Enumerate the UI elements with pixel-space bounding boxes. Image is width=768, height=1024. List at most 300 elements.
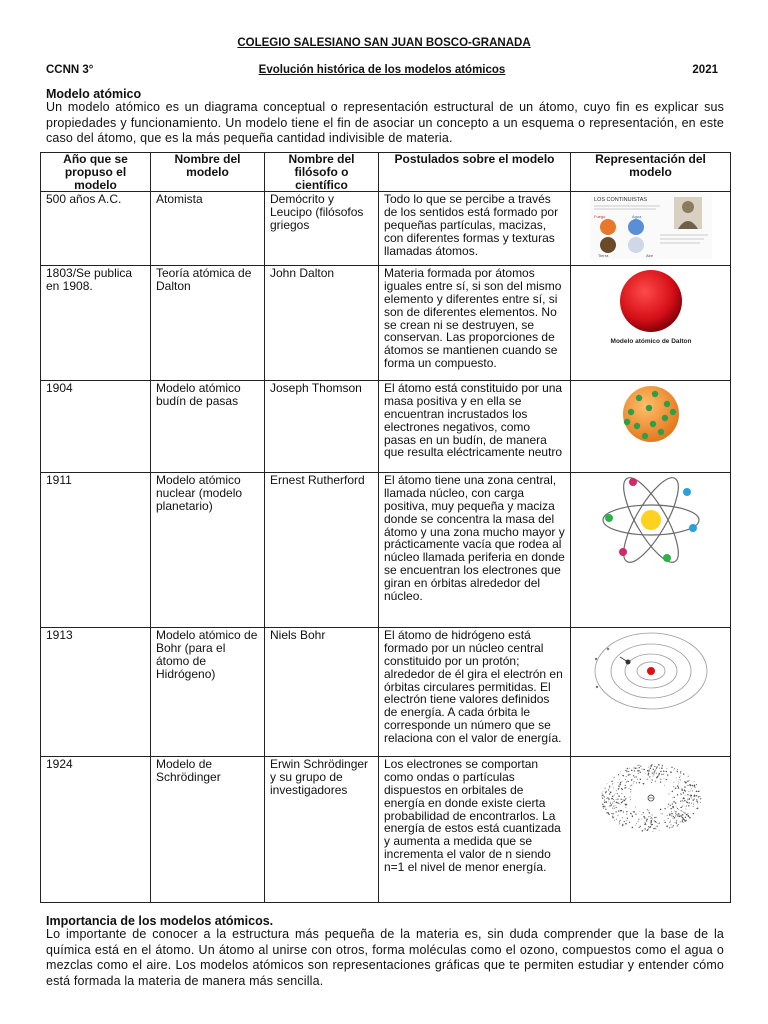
cloud-dot bbox=[617, 799, 618, 800]
cloud-dot bbox=[622, 812, 623, 813]
cloud-dot bbox=[664, 822, 665, 823]
cell-name: Modelo atómico budín de pasas bbox=[151, 381, 265, 473]
cloud-dot bbox=[696, 800, 697, 801]
cloud-dot bbox=[654, 771, 655, 772]
cloud-dot bbox=[614, 806, 615, 807]
cloud-dot bbox=[641, 830, 643, 832]
cloud-dot bbox=[650, 818, 651, 819]
cloud-dot bbox=[619, 820, 620, 821]
cloud-dot bbox=[650, 822, 652, 824]
cloud-dot bbox=[676, 770, 677, 771]
cloud-dot bbox=[611, 798, 612, 799]
cloud-dot bbox=[685, 813, 686, 814]
cloud-dot bbox=[655, 769, 656, 770]
cloud-dot bbox=[685, 806, 686, 807]
cloud-dot bbox=[677, 784, 678, 785]
cloud-dot bbox=[637, 771, 638, 772]
electron bbox=[683, 488, 691, 496]
cloud-dot bbox=[656, 822, 657, 823]
cloud-dot bbox=[611, 781, 612, 782]
cloud-dot bbox=[600, 796, 601, 797]
cloud-dot bbox=[653, 772, 654, 773]
cloud-dot bbox=[617, 816, 618, 817]
cloud-dot bbox=[660, 814, 661, 815]
cloud-dot bbox=[642, 813, 643, 814]
cloud-dot bbox=[687, 785, 688, 786]
cloud-dot bbox=[619, 804, 620, 805]
electron bbox=[605, 514, 613, 522]
cloud-dot bbox=[636, 823, 637, 824]
cloud-dot bbox=[681, 795, 682, 796]
cloud-dot bbox=[614, 820, 615, 821]
cloud-dot bbox=[687, 814, 688, 815]
col-header-representation: Representación del modelo bbox=[571, 153, 731, 192]
cloud-dot bbox=[612, 799, 613, 800]
bohr-model-image bbox=[588, 629, 714, 713]
cloud-dot bbox=[651, 824, 652, 825]
cloud-dot bbox=[605, 802, 606, 803]
cloud-dot bbox=[680, 780, 681, 781]
cloud-dot bbox=[644, 829, 645, 830]
cloud-dot bbox=[681, 821, 682, 822]
cell-representation bbox=[571, 757, 731, 903]
cloud-dot bbox=[661, 774, 662, 775]
cloud-dot bbox=[615, 794, 616, 795]
philosopher-bust bbox=[682, 201, 694, 213]
cloud-dot bbox=[629, 797, 630, 798]
cloud-dot bbox=[675, 788, 676, 789]
cloud-dot bbox=[690, 786, 691, 787]
cloud-dot bbox=[689, 818, 690, 819]
cloud-dot bbox=[617, 782, 618, 783]
cell-representation bbox=[571, 266, 731, 381]
cloud-dot bbox=[689, 795, 690, 796]
cloud-dot bbox=[638, 765, 639, 766]
earth-sphere bbox=[600, 237, 616, 253]
cloud-dot bbox=[699, 796, 700, 797]
cloud-dot bbox=[675, 822, 676, 823]
label-aire: Aire bbox=[645, 253, 653, 259]
cloud-dot bbox=[684, 781, 685, 782]
cloud-dot bbox=[683, 790, 684, 791]
continuistas-image bbox=[590, 193, 712, 259]
cloud-dot bbox=[630, 792, 631, 793]
cloud-dot bbox=[678, 787, 679, 788]
cloud-dot bbox=[623, 821, 624, 822]
cloud-dot bbox=[683, 774, 684, 775]
cloud-dot bbox=[680, 807, 681, 808]
cloud-dot bbox=[658, 765, 659, 766]
cloud-dot bbox=[680, 774, 681, 775]
cloud-dot bbox=[648, 811, 649, 812]
col-header-postulates: Postulados sobre el modelo bbox=[379, 153, 571, 192]
table-header-row bbox=[41, 153, 731, 192]
cloud-dot bbox=[676, 771, 677, 772]
cloud-dot bbox=[645, 821, 647, 823]
cloud-dot bbox=[615, 791, 616, 792]
cloud-dot bbox=[675, 816, 676, 817]
cloud-dot bbox=[689, 784, 690, 785]
cloud-dot bbox=[683, 819, 684, 820]
table-row bbox=[41, 192, 731, 266]
intro-title: Modelo atómico bbox=[46, 87, 142, 101]
cloud-dot bbox=[615, 807, 616, 808]
cloud-dot bbox=[607, 813, 608, 814]
cloud-dot bbox=[649, 826, 651, 828]
cloud-dot bbox=[663, 821, 664, 822]
electron bbox=[619, 548, 627, 556]
cloud-dot bbox=[619, 784, 620, 785]
cloud-dot bbox=[631, 816, 632, 817]
cloud-dot bbox=[626, 820, 627, 821]
cloud-dot bbox=[602, 792, 603, 793]
cloud-dot bbox=[625, 770, 626, 771]
cell-name: Modelo atómico de Bohr (para el átomo de Hidrógeno) bbox=[151, 628, 265, 757]
cloud-dot bbox=[621, 825, 622, 826]
cloud-dot bbox=[667, 775, 668, 776]
cloud-dot bbox=[687, 794, 688, 795]
cloud-dot bbox=[672, 825, 673, 826]
cloud-dot bbox=[656, 767, 657, 768]
cloud-dot bbox=[655, 768, 656, 769]
cloud-dot bbox=[612, 817, 613, 818]
cloud-dot bbox=[625, 808, 626, 809]
cloud-dot bbox=[619, 780, 620, 781]
document-title: Evolución histórica de los modelos atómicos bbox=[258, 64, 506, 76]
cloud-dot bbox=[673, 770, 674, 771]
water-sphere bbox=[628, 219, 644, 235]
cloud-dot bbox=[652, 769, 653, 770]
cloud-dot bbox=[619, 822, 620, 823]
cloud-dot bbox=[641, 769, 642, 770]
cell-author: Erwin Schrödinger y su grupo de investigadores bbox=[265, 757, 379, 903]
fire-sphere bbox=[600, 219, 616, 235]
cloud-dot bbox=[663, 778, 664, 779]
cloud-dot bbox=[671, 804, 672, 805]
dalton-caption: Modelo atómico de Dalton bbox=[610, 338, 691, 346]
cloud-dot bbox=[646, 810, 647, 811]
cloud-dot bbox=[653, 774, 654, 775]
cloud-dot bbox=[625, 804, 627, 806]
cloud-dot bbox=[661, 768, 662, 769]
cloud-dot bbox=[640, 766, 641, 767]
cloud-dot bbox=[624, 788, 625, 789]
cloud-dot bbox=[686, 802, 687, 803]
cloud-dot bbox=[649, 777, 650, 778]
cloud-dot bbox=[609, 806, 611, 808]
table-row bbox=[41, 757, 731, 903]
cloud-dot bbox=[682, 822, 683, 823]
cell-name: Modelo atómico nuclear (modelo planetario) bbox=[151, 473, 265, 628]
cloud-dot bbox=[648, 771, 649, 772]
table-row bbox=[41, 266, 731, 381]
cloud-dot bbox=[668, 804, 669, 805]
cloud-dot bbox=[626, 818, 627, 819]
cloud-dot bbox=[611, 813, 612, 814]
cloud-dot bbox=[681, 814, 683, 816]
cloud-dot bbox=[689, 798, 690, 799]
image-title: LOS CONTINUISTAS bbox=[593, 197, 647, 204]
cloud-dot bbox=[681, 789, 682, 790]
cloud-dot bbox=[672, 807, 673, 808]
cloud-dot bbox=[682, 818, 683, 819]
cloud-dot bbox=[650, 765, 651, 766]
cloud-dot bbox=[646, 819, 648, 821]
cloud-dot bbox=[647, 773, 649, 775]
cloud-dot bbox=[620, 799, 621, 800]
cloud-dot bbox=[670, 808, 671, 809]
cell-postulate: Materia formada por átomos iguales entre sí, si son del mismo elemento y diferentes entre sí, si son de diferentes elementos. No se crean ni se destruyen, se conservan. Las proporciones de átomos se mantienen cuando se forma un compuesto. bbox=[379, 266, 571, 381]
cloud-dot bbox=[674, 811, 675, 812]
cloud-dot bbox=[617, 789, 618, 790]
cloud-dot bbox=[631, 827, 633, 829]
cloud-dot bbox=[654, 829, 655, 830]
cloud-dot bbox=[653, 773, 654, 774]
proton bbox=[647, 667, 655, 675]
cloud-dot bbox=[666, 815, 667, 816]
cloud-dot bbox=[662, 771, 664, 773]
cloud-dot bbox=[630, 800, 631, 801]
cloud-dot bbox=[686, 801, 687, 802]
cloud-dot bbox=[639, 779, 640, 780]
electron bbox=[663, 554, 671, 562]
cloud-dot bbox=[662, 765, 663, 766]
cell-representation bbox=[571, 192, 731, 266]
cloud-dot bbox=[613, 801, 614, 802]
cloud-dot bbox=[667, 807, 668, 808]
cloud-dot bbox=[695, 785, 696, 786]
year-label: 2021 bbox=[692, 64, 718, 76]
cloud-dot bbox=[651, 782, 652, 783]
cell-representation bbox=[571, 628, 731, 757]
electron-cloud-image bbox=[596, 758, 706, 838]
cloud-dot bbox=[680, 801, 681, 802]
cloud-dot bbox=[627, 775, 629, 777]
cloud-dot bbox=[623, 797, 624, 798]
cloud-dot bbox=[621, 794, 622, 795]
cloud-dot bbox=[646, 830, 647, 831]
cloud-dot bbox=[688, 806, 689, 807]
cloud-dot bbox=[680, 772, 681, 773]
intro-paragraph: Un modelo atómico es un diagrama conceptual o representación estructural de un átomo, cuyo fin es explicar sus propiedades y funcionamiento. Un modelo tiene el fin de asociar un concepto a un esquema o representación, en este caso del átomo, que es la más pequeña cantidad indivisible de materia. bbox=[46, 100, 724, 145]
cloud-dot bbox=[612, 814, 613, 815]
cloud-dot bbox=[674, 768, 675, 769]
cloud-dot bbox=[655, 829, 656, 830]
cloud-dot bbox=[696, 808, 698, 810]
cloud-dot bbox=[634, 825, 635, 826]
cloud-dot bbox=[672, 816, 673, 817]
cloud-dot bbox=[653, 821, 654, 822]
cell-year: 1911 bbox=[41, 473, 151, 628]
cloud-dot bbox=[613, 795, 614, 796]
cloud-dot bbox=[612, 784, 613, 785]
cloud-dot bbox=[601, 793, 602, 794]
cloud-dot bbox=[673, 787, 674, 788]
cloud-dot bbox=[697, 797, 698, 798]
cloud-dot bbox=[671, 767, 672, 768]
cloud-dot bbox=[643, 816, 645, 818]
cloud-dot bbox=[678, 777, 679, 778]
cell-representation bbox=[571, 473, 731, 628]
cloud-dot bbox=[675, 811, 676, 812]
cloud-dot bbox=[672, 818, 673, 819]
cloud-dot bbox=[638, 827, 639, 828]
label-tierra: Tierra bbox=[597, 253, 608, 259]
plum-pudding-image bbox=[611, 382, 691, 446]
cloud-dot bbox=[641, 814, 642, 815]
cloud-dot bbox=[617, 811, 618, 812]
cloud-dot bbox=[694, 787, 695, 788]
cloud-dot bbox=[664, 823, 665, 824]
cloud-dot bbox=[639, 772, 640, 773]
cell-name: Atomista bbox=[151, 192, 265, 266]
cell-year: 1913 bbox=[41, 628, 151, 757]
cloud-dot bbox=[613, 806, 614, 807]
cloud-dot bbox=[607, 797, 608, 798]
cloud-dot bbox=[660, 771, 661, 772]
cloud-dot bbox=[638, 782, 640, 784]
cloud-dot bbox=[675, 814, 676, 815]
cloud-dot bbox=[668, 794, 669, 795]
cloud-dot bbox=[651, 817, 652, 818]
cloud-dot bbox=[626, 768, 627, 769]
cloud-dot bbox=[630, 813, 632, 815]
cloud-dot bbox=[695, 795, 697, 797]
cloud-dot bbox=[692, 803, 693, 804]
cloud-dot bbox=[659, 782, 660, 783]
cloud-dot bbox=[618, 786, 619, 787]
cloud-dot bbox=[648, 767, 649, 768]
cloud-dot bbox=[680, 794, 681, 795]
cloud-dot bbox=[649, 817, 650, 818]
cloud-dot bbox=[675, 807, 676, 808]
cloud-dot bbox=[626, 814, 627, 815]
cloud-dot bbox=[662, 814, 663, 815]
cloud-dot bbox=[609, 788, 610, 789]
cloud-dot bbox=[647, 774, 649, 776]
cell-year: 1803/Se publica en 1908. bbox=[41, 266, 151, 381]
cloud-dot bbox=[681, 811, 682, 812]
cloud-dot bbox=[636, 779, 637, 780]
cloud-dot bbox=[620, 772, 621, 773]
cloud-dot bbox=[613, 817, 614, 818]
cloud-dot bbox=[625, 799, 626, 800]
cloud-dot bbox=[621, 801, 622, 802]
cloud-dot bbox=[635, 777, 636, 778]
cloud-dot bbox=[670, 772, 672, 774]
cloud-dot bbox=[651, 773, 652, 774]
cloud-dot bbox=[603, 806, 604, 807]
cloud-dot bbox=[628, 768, 629, 769]
cloud-dot bbox=[670, 821, 671, 822]
cloud-dot bbox=[616, 794, 617, 795]
cloud-dot bbox=[693, 799, 694, 800]
cloud-dot bbox=[609, 792, 611, 794]
cloud-dot bbox=[684, 821, 685, 822]
cloud-dot bbox=[609, 803, 610, 804]
school-name: COLEGIO SALESIANO SAN JUAN BOSCO-GRANADA bbox=[237, 37, 531, 49]
cloud-dot bbox=[624, 785, 625, 786]
cloud-dot bbox=[673, 782, 674, 783]
cloud-dot bbox=[666, 780, 667, 781]
cloud-dot bbox=[684, 782, 685, 783]
cloud-dot bbox=[654, 817, 656, 819]
cloud-dot bbox=[681, 790, 682, 791]
cloud-dot bbox=[621, 789, 622, 790]
cloud-dot bbox=[634, 768, 635, 769]
cloud-dot bbox=[693, 795, 694, 796]
cloud-dot bbox=[693, 786, 694, 787]
cloud-dot bbox=[629, 774, 630, 775]
cloud-dot bbox=[618, 796, 620, 798]
cloud-dot bbox=[695, 791, 697, 793]
cloud-dot bbox=[667, 818, 668, 819]
cloud-dot bbox=[654, 766, 655, 767]
cloud-dot bbox=[660, 779, 661, 780]
cloud-dot bbox=[673, 817, 675, 819]
cloud-dot bbox=[690, 789, 691, 790]
cloud-dot bbox=[693, 805, 694, 806]
cloud-dot bbox=[658, 775, 659, 776]
cell-postulate: El átomo de hidrógeno está formado por un núcleo central constituido por un protón; alrededor de él gira el electrón en órbitas circulares permitidas. El electrón tiene valores definidos de energía. A cada órbita le corresponde un número que se relaciona con el valor de energía. bbox=[379, 628, 571, 757]
cloud-dot bbox=[685, 809, 686, 810]
cloud-dot bbox=[687, 776, 688, 777]
table-row bbox=[41, 473, 731, 628]
cloud-dot bbox=[644, 818, 646, 820]
cloud-dot bbox=[691, 785, 693, 787]
cloud-dot bbox=[645, 774, 646, 775]
cell-postulate: Todo lo que se percibe a través de los sentidos está formado por pequeñas partículas, macizas, con diferentes formas y texturas llamadas átomos. bbox=[379, 192, 571, 266]
cloud-dot bbox=[677, 824, 678, 825]
label-fuego: Fuego bbox=[593, 214, 605, 220]
cloud-dot bbox=[658, 768, 659, 769]
cloud-dot bbox=[614, 808, 615, 809]
cloud-dot bbox=[661, 766, 662, 767]
cloud-dot bbox=[651, 819, 652, 820]
cloud-dot bbox=[623, 800, 625, 802]
cloud-dot bbox=[602, 795, 604, 797]
col-header-year: Año que se propuso el modelo bbox=[41, 153, 151, 192]
cloud-dot bbox=[688, 803, 689, 804]
cell-name: Teoría atómica de Dalton bbox=[151, 266, 265, 381]
cloud-dot bbox=[619, 824, 620, 825]
cloud-dot bbox=[615, 812, 616, 813]
cloud-dot bbox=[622, 800, 623, 801]
cloud-dot bbox=[641, 819, 642, 820]
cloud-dot bbox=[621, 775, 622, 776]
cloud-dot bbox=[646, 779, 647, 780]
cloud-dot bbox=[628, 822, 629, 823]
cloud-dot bbox=[633, 782, 634, 783]
cloud-dot bbox=[669, 815, 670, 816]
cloud-dot bbox=[605, 809, 606, 810]
cloud-dot bbox=[648, 770, 649, 771]
cloud-dot bbox=[639, 812, 640, 813]
cloud-dot bbox=[697, 803, 698, 804]
cloud-dot bbox=[631, 815, 632, 816]
cloud-dot bbox=[676, 778, 677, 779]
cloud-dot bbox=[607, 812, 608, 813]
cloud-dot bbox=[680, 811, 681, 812]
cloud-dot bbox=[687, 781, 688, 782]
cloud-dot bbox=[655, 781, 656, 782]
cell-postulate: Los electrones se comportan como ondas o partículas dispuestos en orbitales de energía en donde existe cierta probabilidad de encontrarlos. La energía de estos está cuantizada y aumenta a medida que se incrementa el valor de n siendo n=1 el nivel de menor energía. bbox=[379, 757, 571, 903]
cloud-dot bbox=[670, 827, 671, 828]
cloud-dot bbox=[606, 813, 607, 814]
cloud-dot bbox=[669, 814, 670, 815]
cloud-dot bbox=[687, 799, 688, 800]
cloud-dot bbox=[630, 786, 631, 787]
